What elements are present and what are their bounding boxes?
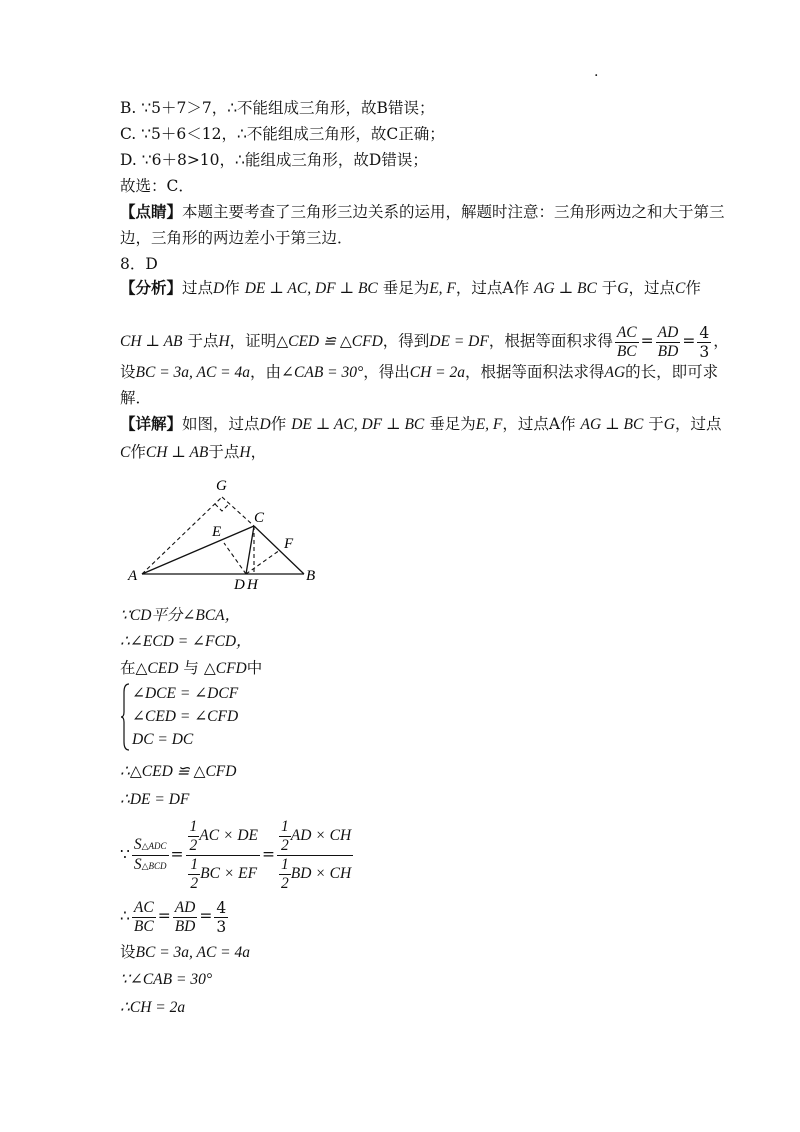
math-tri-CED: △CED xyxy=(135,660,179,677)
xj-text: 垂足为 xyxy=(429,415,476,433)
fraction-area: $\frac{\text{S△ADC}}{\text{S△BCD}}$ xyxy=(133,836,167,873)
math-bc-ac: BC = 3a, AC = 4a xyxy=(135,364,251,381)
math-H: H xyxy=(218,333,230,350)
fenxi-text: 的长，即可求 xyxy=(625,363,719,381)
fenxi-text: ，得出 xyxy=(363,363,410,381)
fenxi-text: 过点 xyxy=(182,279,214,297)
fenxi-text: 于 xyxy=(601,279,618,297)
step-angle-30: ∵∠CAB = 30° xyxy=(120,971,213,988)
fenxi-line-3 xyxy=(120,362,718,383)
step-angle-equal: ∴∠ECD = ∠FCD， xyxy=(120,633,252,650)
fenxi-text: 于点 xyxy=(187,332,219,350)
equals-sign: = xyxy=(261,845,275,864)
fenxi-text: ，过点A作 xyxy=(455,279,530,297)
math-bc-ac: BC = 3a, AC = 4a xyxy=(135,944,251,961)
fenxi-text: ，根据等面积求得 xyxy=(488,332,613,350)
label-D: D xyxy=(234,577,245,592)
step-in-triangles xyxy=(120,658,262,679)
step-text: 中 xyxy=(246,659,263,677)
answer-choice: 故选：C． xyxy=(120,177,194,195)
fenxi-text: ，过点 xyxy=(628,279,675,297)
equals-sign: = xyxy=(682,332,696,350)
equals-sign: = xyxy=(199,907,213,925)
math-C: C xyxy=(675,280,686,297)
congruence-conditions xyxy=(120,682,280,754)
geometry-figure xyxy=(120,470,340,592)
fraction-ad-bd: $\frac{AD}{BD}$ xyxy=(657,323,679,360)
corner-dot: . xyxy=(594,64,599,80)
math-H: H xyxy=(239,444,251,461)
fraction-de-ef: $\frac{1}{2}$ AC × DE $\frac{1}{2}$ BC × EF xyxy=(186,818,260,893)
condition-1: ∠DCE = ∠DCF xyxy=(132,685,239,702)
segment-DF xyxy=(246,550,280,574)
step-congruent: ∴△CED ≌ △CFD xyxy=(120,763,237,780)
xiangjie-tag: 【详解】 xyxy=(120,414,183,433)
math-CH-perp: CH ⊥ AB xyxy=(120,333,183,350)
xj-text: 作 xyxy=(130,443,146,461)
xj-text: ，过点A作 xyxy=(502,415,576,433)
step-area-ratio xyxy=(120,818,355,893)
label-F: F xyxy=(284,536,294,552)
xiangjie-line-1 xyxy=(120,414,722,435)
fraction-4-3: $\frac{4}{3}$ xyxy=(699,323,710,361)
fraction-ch: $\frac{1}{2}$ AD × CH $\frac{1}{2}$ BD × CH xyxy=(277,818,353,893)
segment-AG xyxy=(142,497,222,574)
fraction-ad-bd: $\frac{AD}{BD}$ xyxy=(174,898,196,935)
math-EF: E, F xyxy=(475,416,503,433)
math-AG: AG xyxy=(604,364,626,381)
fenxi-text: 设 xyxy=(120,363,136,381)
step-text: 在 xyxy=(120,659,136,677)
math-ch-2a: CH = 2a xyxy=(409,364,465,381)
xj-text: ，过点 xyxy=(674,415,722,433)
segment-GC xyxy=(222,497,254,526)
segment-CD xyxy=(246,526,254,574)
math-DE-DF: DE = DF xyxy=(429,333,489,350)
step-ratio-result xyxy=(120,896,230,936)
math-D: D xyxy=(213,280,225,297)
left-brace xyxy=(120,682,130,752)
xiangjie-line-2 xyxy=(120,442,266,463)
comma: ， xyxy=(713,332,729,350)
fenxi-text: ，得到 xyxy=(382,332,430,350)
label-C: C xyxy=(254,510,265,526)
label-B: B xyxy=(306,568,316,584)
fenxi-text: 垂足为 xyxy=(382,279,430,297)
fraction-4-3: $\frac{4}{3}$ xyxy=(216,898,227,936)
option-b-line: B. ∵5＋7＞7，∴不能组成三角形，故B错误； xyxy=(120,99,435,117)
xj-text: 如图，过点 xyxy=(182,415,260,433)
xj-text: 作 xyxy=(270,415,287,433)
step-bisector: ∵CD平分∠BCA， xyxy=(120,607,241,624)
equals-sign: = xyxy=(640,332,654,350)
fenxi-text: 作 xyxy=(224,279,240,297)
fenxi-line-1 xyxy=(120,278,701,299)
xj-text: ， xyxy=(250,443,267,461)
question-8-header: 8．D xyxy=(120,255,158,273)
math-G: G xyxy=(663,416,675,433)
step-ch-2a: ∴CH = 2a xyxy=(120,999,186,1016)
equals-sign: = xyxy=(170,845,184,864)
fenxi-line-2 xyxy=(120,322,729,361)
equals-sign: = xyxy=(157,907,171,925)
dianjing-line-2: 边，三角形的两边差小于第三边． xyxy=(120,229,353,247)
because-symbol: ∵ xyxy=(120,845,130,864)
fraction-ac-bc: $\frac{AC}{BC}$ xyxy=(616,323,637,360)
math-tri-CFD: △CFD xyxy=(203,660,247,677)
step-de-df: ∴DE = DF xyxy=(120,791,190,808)
segment-CB xyxy=(254,526,304,574)
therefore-symbol: ∴ xyxy=(120,907,130,925)
math-congruent: △CED ≌ △CFD xyxy=(276,333,383,350)
label-A: A xyxy=(128,568,138,584)
fraction-ac-bc: $\frac{AC}{BC}$ xyxy=(133,898,154,935)
label-G: G xyxy=(216,478,227,494)
label-E: E xyxy=(212,524,222,540)
math-AG-perp: AG ⊥ BC xyxy=(534,280,597,297)
fenxi-text: 作 xyxy=(685,279,701,297)
math-C: C xyxy=(120,444,131,461)
math-CH-perp: CH ⊥ AB xyxy=(145,444,209,461)
step-text: 设 xyxy=(120,943,136,961)
condition-2: ∠CED = ∠CFD xyxy=(132,708,239,725)
fenxi-line-4: 解． xyxy=(120,389,152,407)
fenxi-text: ，由 xyxy=(250,363,282,381)
math-G: G xyxy=(617,280,629,297)
math-EF: E, F xyxy=(429,280,456,297)
step-text: 与 xyxy=(183,659,199,677)
label-H: H xyxy=(247,577,258,592)
segment-DE xyxy=(224,543,246,574)
math-perp: DE ⊥ AC, DF ⊥ BC xyxy=(244,280,378,297)
option-d-line: D. ∵6＋8>10，∴能组成三角形，故D错误； xyxy=(120,151,428,169)
xj-text: 于点 xyxy=(208,443,240,461)
math-AG-perp: AG ⊥ BC xyxy=(580,416,644,433)
math-angle-cab: ∠CAB = 30° xyxy=(281,364,364,381)
option-c-line: C. ∵5＋6＜12，∴不能组成三角形，故C正确； xyxy=(120,125,445,143)
math-perp: DE ⊥ AC, DF ⊥ BC xyxy=(291,416,425,433)
dianjing-tag: 【点睛】 xyxy=(120,202,183,221)
condition-3: DC = DC xyxy=(132,731,194,748)
fenxi-tag: 【分析】 xyxy=(120,278,183,297)
fenxi-text: ，根据等面积法求得 xyxy=(464,363,605,381)
fenxi-text: ，证明 xyxy=(229,332,277,350)
step-set-values xyxy=(120,942,250,963)
segment-AC xyxy=(142,526,254,574)
dianjing-text-1: 本题主要考查了三角形三边关系的运用，解题时注意：三角形两边之和大于第三 xyxy=(182,203,725,221)
dianjing-line-1 xyxy=(120,202,725,222)
right-angle-mark-G xyxy=(215,504,229,511)
math-D: D xyxy=(259,416,271,433)
xj-text: 于 xyxy=(648,415,664,433)
